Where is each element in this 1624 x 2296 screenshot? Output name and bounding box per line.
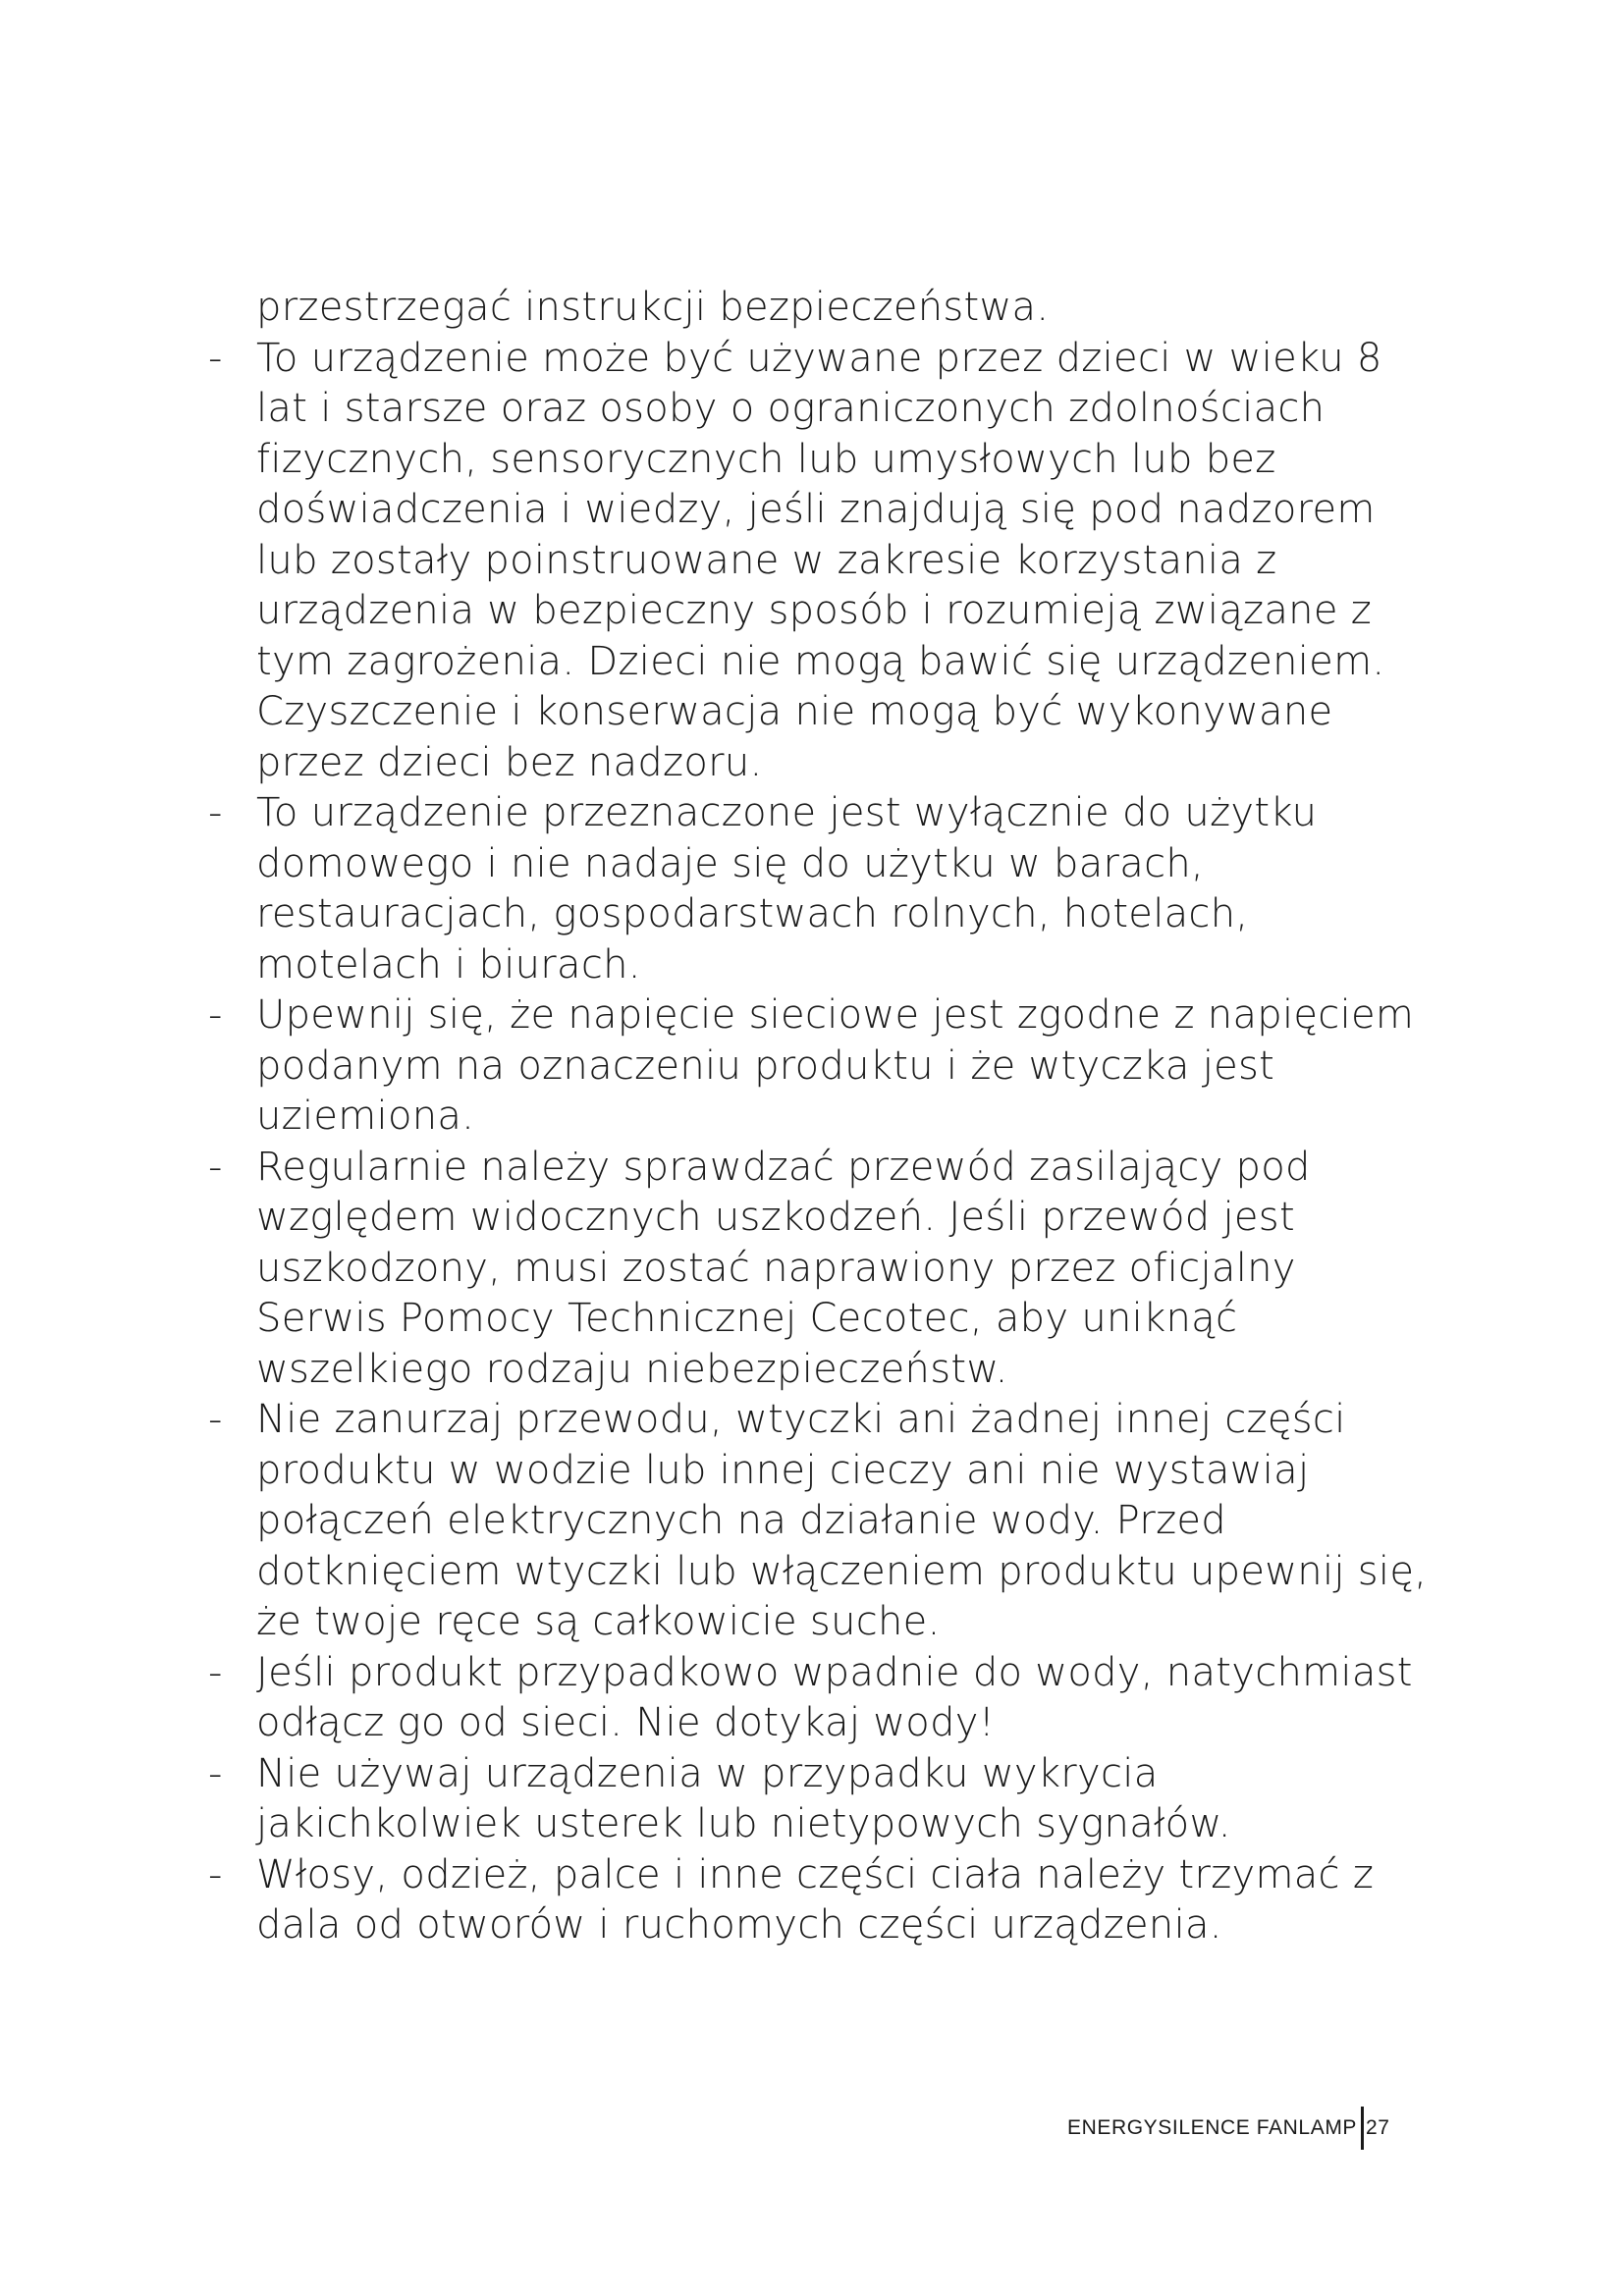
bullet-dash: - bbox=[208, 1851, 223, 1897]
list-item bbox=[202, 1749, 1479, 1850]
list-item bbox=[202, 990, 1479, 1143]
list-item bbox=[202, 1395, 1479, 1648]
list-item-text: Włosy, odzież, palce i inne części ciała należy trzymać z dala od otworów i ruchomych części urządzenia. bbox=[256, 1851, 1375, 1948]
list-item bbox=[202, 788, 1479, 990]
list-item-text: Regularnie należy sprawdzać przewód zasilający pod względem widocznych uszkodzeń. Jeśli przewód jest uszkodzony, musi zostać naprawiony przez oficjalny Serwis Pomocy Technicznej Cecotec, aby uniknąć wszelkiego rodzaju niebezpieczeństw. bbox=[256, 1144, 1311, 1392]
list-item-text: Upewnij się, że napięcie sieciowe jest zgodne z napięciem podanym na oznaczeniu produktu i że wtyczka jest uziemiona. bbox=[256, 992, 1415, 1139]
bullet-dash: - bbox=[208, 790, 223, 835]
list-item-text: Nie używaj urządzenia w przypadku wykrycia jakichkolwiek usterek lub nietypowych sygnałów. bbox=[256, 1750, 1231, 1846]
safety-instructions bbox=[202, 283, 1479, 1951]
continued-line: przestrzegać instrukcji bezpieczeństwa. bbox=[256, 285, 1050, 330]
list-item bbox=[202, 1648, 1479, 1749]
bullet-dash: - bbox=[208, 335, 223, 381]
bullet-dash: - bbox=[208, 1649, 223, 1695]
bullet-dash: - bbox=[208, 1397, 223, 1442]
page-footer bbox=[1067, 2107, 1390, 2150]
list-item-text: Nie zanurzaj przewodu, wtyczki ani żadnej innej części produktu w wodzie lub innej cieczy ani nie wystawiaj połączeń elektrycznych na działanie wody. Przed dotknięciem wtyczki lub włączeniem produktu upewnij się, że twoje ręce są całkowicie suche. bbox=[256, 1397, 1428, 1644]
list-item-text: To urządzenie przeznaczone jest wyłącznie do użytku domowego i nie nadaje się do użytku w barach, restauracjach, gospodarstwach rolnych, hotelach, motelach i biurach. bbox=[256, 790, 1318, 988]
bullet-dash: - bbox=[208, 992, 223, 1038]
list-item-text: To urządzenie może być używane przez dzieci w wieku 8 lat i starsze oraz osoby o ograniczonych zdolnościach fizycznych, sensorycznych lub umysłowych lub bez doświadczenia i wiedzy, jeśli znajdują się pod nadzorem lub zostały poinstruowane w zakresie korzystania z urządzenia w bezpieczny sposób i rozumieją związane z tym zagrożenia. Dzieci nie mogą bawić się urządzeniem. Czyszczenie i konserwacja nie mogą być wykonywane przez dzieci bez nadzoru. bbox=[256, 335, 1385, 785]
page-number: 27 bbox=[1366, 2116, 1390, 2139]
footer-divider bbox=[1361, 2107, 1364, 2150]
list-item bbox=[202, 1850, 1479, 1951]
bullet-dash: - bbox=[208, 1144, 223, 1190]
list-item-text: Jeśli produkt przypadkowo wpadnie do wody, natychmiast odłącz go od sieci. Nie dotykaj wody! bbox=[256, 1649, 1413, 1745]
list-item bbox=[202, 1143, 1479, 1396]
bullet-dash: - bbox=[208, 1750, 223, 1796]
footer-product-name: ENERGYSILENCE FANLAMP bbox=[1067, 2116, 1358, 2139]
list-item bbox=[202, 334, 1479, 789]
